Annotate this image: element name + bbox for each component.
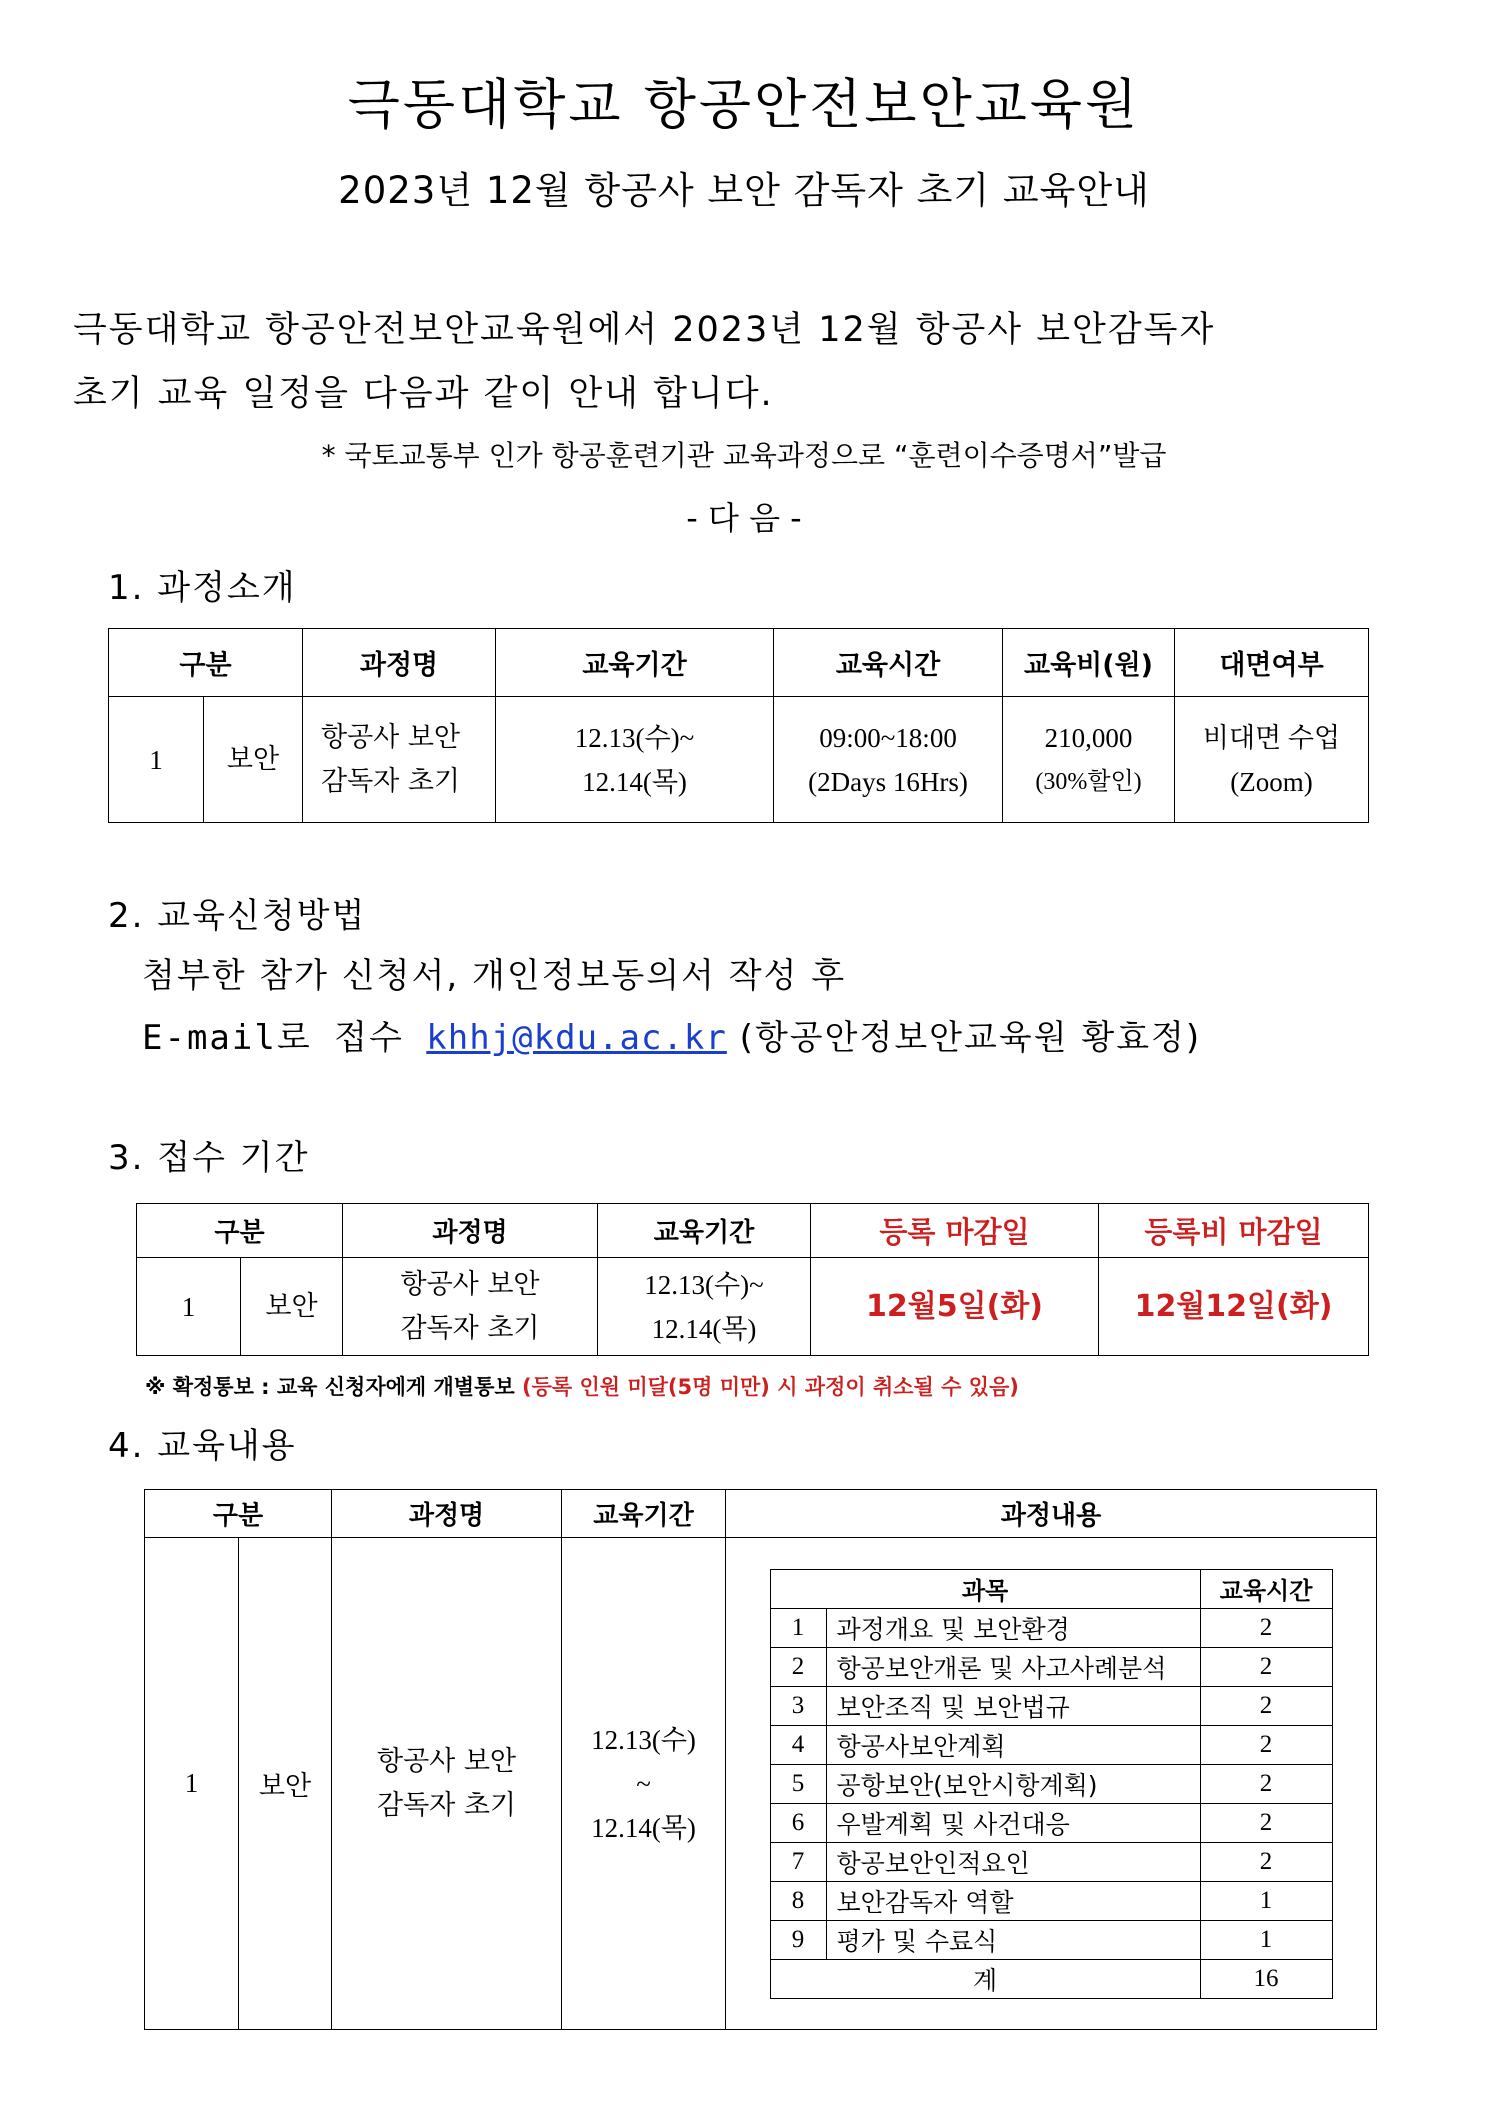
row-course: 항공사 보안 감독자 초기 — [303, 697, 496, 823]
subject-row — [770, 1764, 1332, 1803]
row-category: 보안 — [239, 1538, 332, 2030]
subject-row — [770, 1647, 1332, 1686]
subject-row — [770, 1803, 1332, 1842]
subject-row — [770, 1920, 1332, 1959]
subject-name: 우발계획 및 사건대응 — [826, 1803, 1200, 1842]
course-intro-table — [108, 628, 1369, 823]
row-fee: 210,000 (30%할인) — [1003, 697, 1175, 823]
row-number: 1 — [137, 1258, 241, 1356]
subject-hours: 2 — [1200, 1803, 1332, 1842]
subject-number: 9 — [770, 1920, 826, 1959]
separator: - 다 음 - — [686, 499, 802, 537]
table-row — [109, 697, 1369, 823]
subject-name: 보안감독자 역할 — [826, 1881, 1200, 1920]
header-mode: 대면여부 — [1175, 629, 1369, 697]
header-period: 교육기간 — [562, 1490, 726, 1538]
subject-row — [770, 1881, 1332, 1920]
row-time: 09:00~18:00 (2Days 16Hrs) — [774, 697, 1003, 823]
email-line: E-mail로 접수 khhj@kdu.ac.kr (항공안정보안교육원 황효정) — [142, 1018, 1202, 1058]
subject-name: 평가 및 수료식 — [826, 1920, 1200, 1959]
header-period: 교육기간 — [496, 629, 774, 697]
table-row — [145, 1538, 1377, 2030]
intro-line-1: 극동대학교 항공안전보안교육원에서 2023년 12월 항공사 보안감독자 — [73, 310, 1216, 350]
subject-hours: 2 — [1200, 1647, 1332, 1686]
row-number: 1 — [109, 697, 204, 823]
intro-line-2: 초기 교육 일정을 다음과 같이 안내 합니다. — [73, 374, 774, 414]
subject-hours: 1 — [1200, 1881, 1332, 1920]
subject-hours: 1 — [1200, 1920, 1332, 1959]
confirmation-note: ※ 확정통보 : 교육 신청자에게 개별통보 (등록 인원 미달(5명 미만) 시 과정이 취소될 수 있음) — [145, 1375, 1019, 1399]
subject-name: 공항보안(보안시항계획) — [826, 1764, 1200, 1803]
header-period: 교육기간 — [598, 1204, 811, 1258]
row-number: 1 — [145, 1538, 239, 2030]
row-period: 12.13(수)~ 12.14(목) — [598, 1258, 811, 1356]
subject-name: 항공사보안계획 — [826, 1725, 1200, 1764]
subject-table-cell — [726, 1538, 1377, 2030]
row-category: 보안 — [241, 1258, 343, 1356]
header-course: 과정명 — [303, 629, 496, 697]
table-row — [137, 1258, 1369, 1356]
subject-name: 항공보안개론 및 사고사례분석 — [826, 1647, 1200, 1686]
header-fee-deadline: 등록비 마감일 — [1099, 1204, 1369, 1258]
section-2-heading: 2. 교육신청방법 — [108, 896, 367, 936]
subject-number: 6 — [770, 1803, 826, 1842]
header-course: 과정명 — [332, 1490, 562, 1538]
subject-hours: 2 — [1200, 1686, 1332, 1725]
subject-name: 과정개요 및 보안환경 — [826, 1608, 1200, 1647]
subject-number: 7 — [770, 1842, 826, 1881]
row-course: 항공사 보안 감독자 초기 — [343, 1258, 598, 1356]
header-time: 교육시간 — [774, 629, 1003, 697]
page-subtitle: 2023년 12월 항공사 보안 감독자 초기 교육안내 — [338, 169, 1150, 212]
subject-number: 8 — [770, 1881, 826, 1920]
subject-row — [770, 1608, 1332, 1647]
subject-table — [770, 1569, 1333, 1999]
section-1-heading: 1. 과정소개 — [108, 568, 297, 608]
subject-number: 3 — [770, 1686, 826, 1725]
subject-row — [770, 1686, 1332, 1725]
subject-row — [770, 1842, 1332, 1881]
header-category: 구분 — [145, 1490, 332, 1538]
registration-period-table — [136, 1203, 1369, 1356]
header-category: 구분 — [109, 629, 303, 697]
subject-row — [770, 1725, 1332, 1764]
subject-number: 2 — [770, 1647, 826, 1686]
subject-name: 보안조직 및 보안법규 — [826, 1686, 1200, 1725]
subject-hours: 2 — [1200, 1608, 1332, 1647]
subject-hours: 2 — [1200, 1725, 1332, 1764]
subject-header: 과목 — [770, 1569, 1200, 1608]
hours-header: 교육시간 — [1200, 1569, 1332, 1608]
header-registration-deadline: 등록 마감일 — [811, 1204, 1099, 1258]
section-4-heading: 4. 교육내용 — [108, 1426, 297, 1466]
page-title: 극동대학교 항공안전보안교육원 — [347, 73, 1141, 136]
subject-number: 4 — [770, 1725, 826, 1764]
header-category: 구분 — [137, 1204, 343, 1258]
course-content-table — [144, 1489, 1377, 2030]
certificate-note: * 국토교통부 인가 항공훈련기관 교육과정으로 “훈련이수증명서”발급 — [321, 439, 1167, 472]
section-3-heading: 3. 접수 기간 — [108, 1138, 310, 1178]
total-hours: 16 — [1200, 1959, 1332, 1998]
subject-name: 항공보안인적요인 — [826, 1842, 1200, 1881]
header-content: 과정내용 — [726, 1490, 1377, 1538]
email-link[interactable]: khhj@kdu.ac.kr — [426, 1018, 727, 1058]
subject-hours: 2 — [1200, 1842, 1332, 1881]
row-mode: 비대면 수업 (Zoom) — [1175, 697, 1369, 823]
fee-deadline: 12월12일(화) — [1099, 1258, 1369, 1356]
row-period: 12.13(수)~ 12.14(목) — [496, 697, 774, 823]
application-instructions: 첨부한 참가 신청서, 개인정보동의서 작성 후 — [142, 956, 847, 996]
registration-deadline: 12월5일(화) — [811, 1258, 1099, 1356]
total-label: 계 — [770, 1959, 1200, 1998]
row-category: 보안 — [204, 697, 303, 823]
header-course: 과정명 — [343, 1204, 598, 1258]
subject-hours: 2 — [1200, 1764, 1332, 1803]
subject-number: 5 — [770, 1764, 826, 1803]
subject-number: 1 — [770, 1608, 826, 1647]
row-period: 12.13(수) ~ 12.14(목) — [562, 1538, 726, 2030]
header-fee: 교육비(원) — [1003, 629, 1175, 697]
row-course: 항공사 보안 감독자 초기 — [332, 1538, 562, 2030]
